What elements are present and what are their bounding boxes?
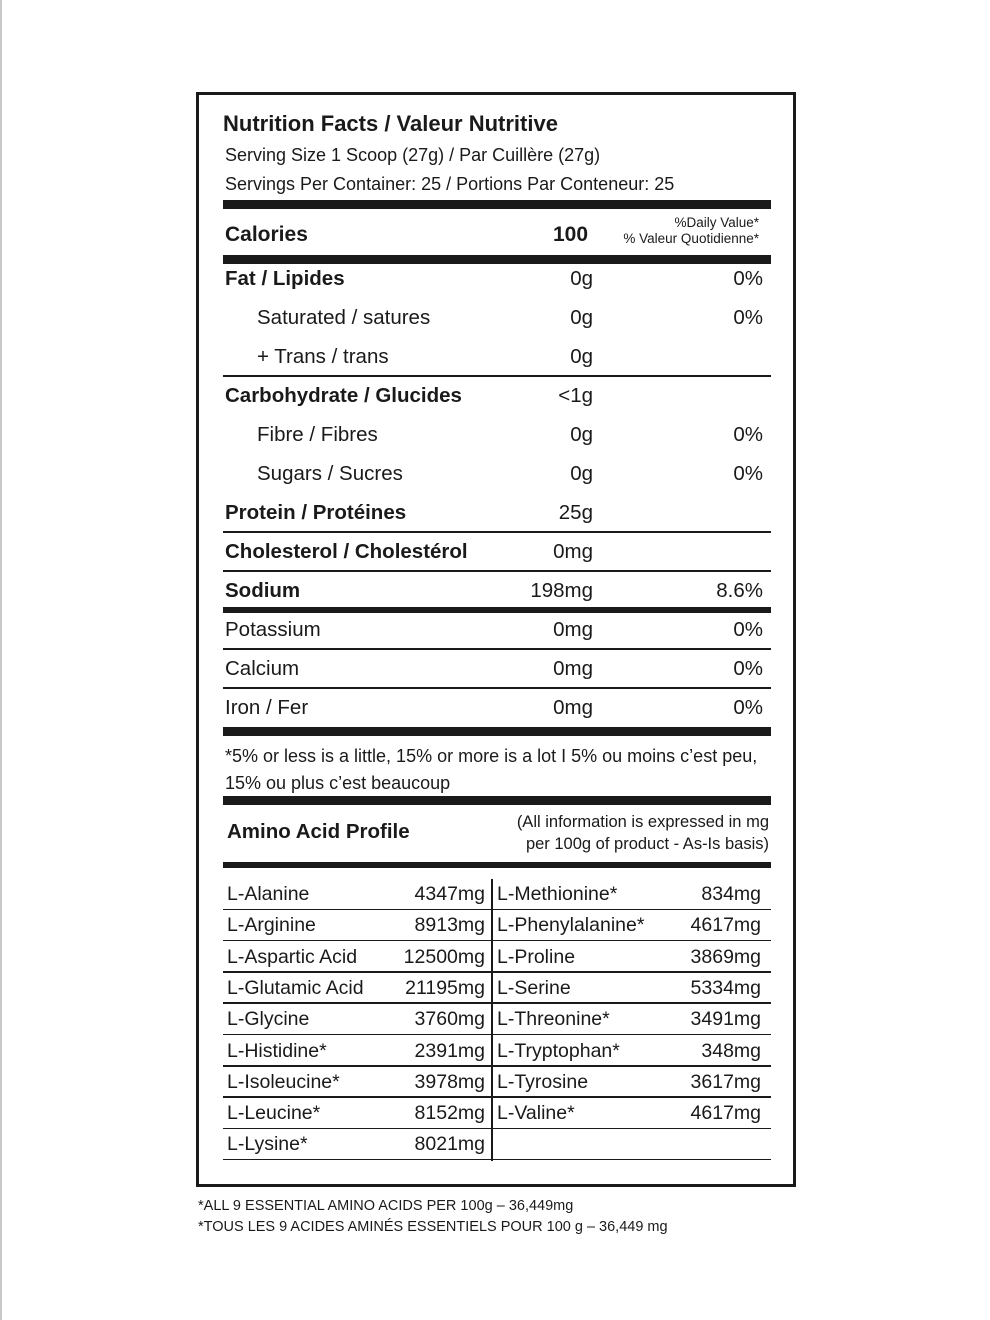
amino-acid-value: 3978mg xyxy=(414,1070,485,1093)
amino-acid-note-line1: (All information is expressed in mg xyxy=(516,813,769,831)
nutrient-name: Fat / Lipides xyxy=(225,267,345,290)
nutrient-amount: 0mg xyxy=(553,657,593,680)
amino-acid-value: 8021mg xyxy=(414,1133,485,1156)
nutrient-daily-value: 8.6% xyxy=(716,579,763,602)
amino-cell-right xyxy=(493,879,771,910)
amino-acid-title: Amino Acid Profile xyxy=(227,820,410,843)
nutrient-amount: 0g xyxy=(570,267,593,290)
amino-cell-left xyxy=(223,942,491,973)
nutrient-row xyxy=(223,337,771,376)
divider-medium xyxy=(223,862,771,868)
amino-acid-value: 8152mg xyxy=(414,1102,485,1125)
label-title: Nutrition Facts / Valeur Nutritive xyxy=(223,111,558,136)
amino-acid-name: L-Lysine* xyxy=(227,1133,308,1156)
amino-acid-name: L-Leucine* xyxy=(227,1102,321,1125)
servings-per-container: Servings Per Container: 25 / Portions Par Conteneur: 25 xyxy=(225,174,675,194)
nutrient-row xyxy=(223,649,771,688)
amino-acid-value: 4617mg xyxy=(690,1102,761,1125)
nutrient-daily-value: 0% xyxy=(733,618,763,641)
nutrient-row xyxy=(223,571,771,610)
amino-row xyxy=(223,1004,771,1035)
essential-amino-note-en: *ALL 9 ESSENTIAL AMINO ACIDS PER 100g – 36,449mg xyxy=(198,1198,574,1214)
essential-amino-note xyxy=(198,1196,668,1238)
nutrient-amount: 0g xyxy=(570,345,593,368)
amino-cell-right xyxy=(493,1067,771,1098)
amino-acid-value: 3617mg xyxy=(690,1070,761,1093)
nutrition-label xyxy=(196,92,796,1187)
amino-acid-value: 21195mg xyxy=(405,976,485,999)
amino-acid-value: 3491mg xyxy=(690,1008,761,1031)
nutrient-daily-value: 0% xyxy=(733,267,763,290)
amino-acid-name: L-Serine xyxy=(497,976,571,999)
amino-cell-right xyxy=(493,973,771,1004)
amino-row xyxy=(223,1067,771,1098)
amino-acid-name: L-Tyrosine xyxy=(497,1070,589,1093)
daily-value-header xyxy=(623,215,759,247)
amino-acid-value: 4347mg xyxy=(414,883,485,905)
amino-cell-left xyxy=(223,1129,491,1160)
nutrient-name: Fibre / Fibres xyxy=(257,423,378,446)
divider-thick xyxy=(223,796,771,805)
nutrient-amount: 198mg xyxy=(530,579,593,602)
nutrient-amount: 0g xyxy=(570,306,593,329)
nutrient-amount: 0mg xyxy=(553,540,593,563)
nutrient-name: Sugars / Sucres xyxy=(257,462,403,485)
nutrient-name: Sodium xyxy=(225,579,301,602)
amino-acid-name: L-Glycine xyxy=(227,1008,310,1031)
nutrient-daily-value: 0% xyxy=(733,657,763,680)
essential-amino-note-fr: *TOUS LES 9 ACIDES AMINÉS ESSENTIELS POUR 100 g – 36,449 mg xyxy=(198,1219,668,1235)
nutrient-name: Protein / Protéines xyxy=(225,501,407,524)
nutrient-daily-value: 0% xyxy=(733,306,763,329)
amino-row xyxy=(223,879,771,910)
serving-size: Serving Size 1 Scoop (27g) / Par Cuillère (27g) xyxy=(225,145,601,165)
nutrient-name: Calcium xyxy=(225,657,300,680)
amino-acid-name: L-Valine* xyxy=(497,1102,575,1125)
nutrient-name: Cholesterol / Cholestérol xyxy=(225,540,468,563)
amino-cell-left xyxy=(223,1067,491,1098)
nutrient-name: Iron / Fer xyxy=(225,696,309,719)
nutrient-row xyxy=(223,376,771,415)
amino-acid-name: L-Tryptophan* xyxy=(497,1039,620,1062)
amino-acid-name: L-Glutamic Acid xyxy=(227,976,364,999)
amino-acid-name: L-Threonine* xyxy=(497,1008,610,1031)
amino-acid-name: L-Proline xyxy=(497,945,576,968)
amino-acid-value: 5334mg xyxy=(690,976,761,999)
amino-acid-value: 2391mg xyxy=(414,1039,485,1062)
daily-value-header-fr: % Valeur Quotidienne* xyxy=(623,231,759,246)
amino-acid-name: L-Histidine* xyxy=(227,1039,327,1062)
divider-thick xyxy=(223,200,771,209)
amino-cell-right xyxy=(493,1004,771,1035)
amino-cell-left xyxy=(223,910,491,941)
amino-cell-left xyxy=(223,973,491,1004)
amino-row xyxy=(223,942,771,973)
amino-cell-right xyxy=(493,1036,771,1067)
page-edge xyxy=(0,0,2,1320)
nutrient-amount: 0mg xyxy=(553,618,593,641)
amino-acid-value: 3760mg xyxy=(414,1008,485,1031)
amino-cell-left xyxy=(223,1098,491,1129)
amino-cell-left xyxy=(223,1036,491,1067)
amino-acid-note-line2: per 100g of product - As-Is basis) xyxy=(525,835,769,853)
amino-acid-name: L-Arginine xyxy=(227,914,316,937)
amino-cell-left xyxy=(223,1004,491,1035)
nutrient-name: + Trans / trans xyxy=(257,345,389,368)
daily-value-header-en: %Daily Value* xyxy=(674,215,759,230)
amino-acid-name: L-Methionine* xyxy=(497,883,618,905)
amino-cell-right xyxy=(493,910,771,941)
amino-cell-right xyxy=(493,1098,771,1129)
nutrient-row xyxy=(223,493,771,532)
amino-row xyxy=(223,1129,771,1160)
nutrient-amount: 0g xyxy=(570,423,593,446)
amino-acid-note xyxy=(517,811,769,855)
nutrient-row xyxy=(223,259,771,298)
nutrient-row xyxy=(223,298,771,337)
amino-acid-name: L-Alanine xyxy=(227,883,310,905)
daily-value-footnote: *5% or less is a little, 15% or more is a lot I 5% ou moins c’est peu, 15% ou plus c’est beaucoup xyxy=(225,746,758,793)
amino-acid-name: L-Isoleucine* xyxy=(227,1070,340,1093)
amino-acid-value: 3869mg xyxy=(690,945,761,968)
divider-thick xyxy=(223,727,771,736)
amino-acid-name: L-Aspartic Acid xyxy=(227,945,358,968)
calories-label: Calories xyxy=(225,223,308,246)
amino-row xyxy=(223,973,771,1004)
calories-value: 100 xyxy=(553,223,589,246)
nutrient-row xyxy=(223,688,771,727)
nutrient-row xyxy=(223,532,771,571)
nutrient-amount: 0mg xyxy=(553,696,593,719)
nutrient-row xyxy=(223,415,771,454)
amino-row xyxy=(223,1036,771,1067)
amino-row-divider xyxy=(223,1159,491,1161)
amino-acid-name: L-Phenylalanine* xyxy=(497,914,645,937)
nutrient-daily-value: 0% xyxy=(733,462,763,485)
amino-acid-value: 834mg xyxy=(701,883,761,905)
amino-row xyxy=(223,910,771,941)
nutrient-row xyxy=(223,454,771,493)
nutrient-amount: <1g xyxy=(558,384,593,407)
nutrient-amount: 25g xyxy=(558,501,593,524)
nutrient-name: Saturated / satures xyxy=(257,306,431,329)
amino-acid-value: 12500mg xyxy=(403,945,485,968)
amino-acid-value: 4617mg xyxy=(690,914,761,937)
nutrient-name: Potassium xyxy=(225,618,321,641)
amino-cell-left xyxy=(223,879,491,910)
amino-row xyxy=(223,1098,771,1129)
amino-column-divider xyxy=(491,879,493,1161)
nutrient-daily-value: 0% xyxy=(733,696,763,719)
amino-acid-value: 8913mg xyxy=(414,914,485,937)
amino-row-divider xyxy=(493,1159,771,1161)
amino-cell-right xyxy=(493,1129,771,1160)
amino-acid-value: 348mg xyxy=(701,1039,761,1062)
amino-cell-right xyxy=(493,942,771,973)
nutrient-name: Carbohydrate / Glucides xyxy=(225,384,462,407)
nutrient-row xyxy=(223,610,771,649)
nutrient-daily-value: 0% xyxy=(733,423,763,446)
nutrient-amount: 0g xyxy=(570,462,593,485)
